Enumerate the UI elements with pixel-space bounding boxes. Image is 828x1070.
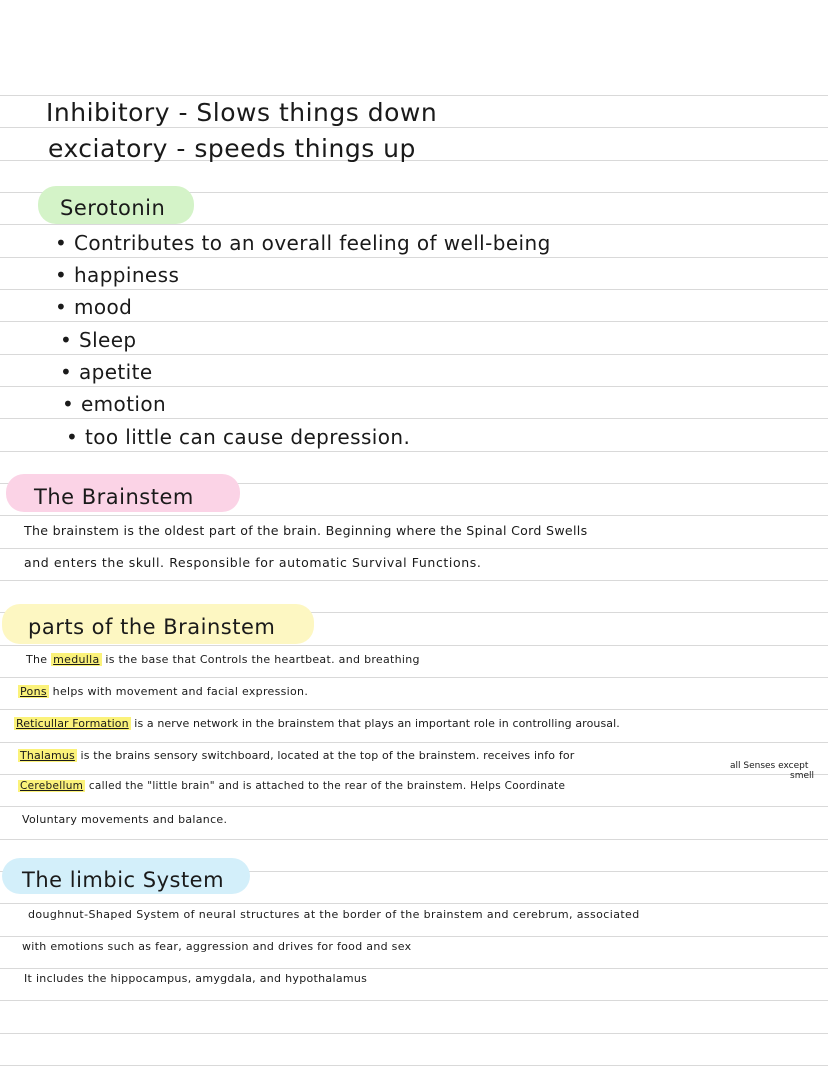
thalamus-note-1: all Senses except xyxy=(730,761,809,771)
definition-inhibitory: Inhibitory - Slows things down xyxy=(46,98,438,127)
limbic-heading: The limbic System xyxy=(22,868,225,892)
thalamus-term: Thalamus xyxy=(20,749,75,762)
definition-excitatory: exciatory - speeds things up xyxy=(48,134,416,163)
brainstem-heading: The Brainstem xyxy=(34,485,194,509)
pons-term: Pons xyxy=(20,685,47,698)
cerebellum-continuation: Voluntary movements and balance. xyxy=(22,813,228,826)
list-item: • too little can cause depression. xyxy=(66,425,411,449)
medulla-line: The medulla is the base that Controls the heartbeat. and breathing xyxy=(26,653,420,666)
list-item: • mood xyxy=(55,295,133,319)
reticular-term: Reticullar Formation xyxy=(16,717,129,730)
thalamus-note-2: smell xyxy=(790,771,814,781)
list-item: • apetite xyxy=(60,360,153,384)
medulla-term: medulla xyxy=(53,653,100,666)
list-item: • emotion xyxy=(62,392,167,416)
limbic-line-3: It includes the hippocampus, amygdala, and hypothalamus xyxy=(24,972,368,985)
parts-heading: parts of the Brainstem xyxy=(28,615,276,639)
list-item: • Sleep xyxy=(60,328,137,352)
serotonin-heading: Serotonin xyxy=(60,196,166,220)
cerebellum-line: Cerebellum called the "little brain" and is attached to the rear of the brainstem. Helps Coordinate xyxy=(20,780,566,792)
limbic-line-1: doughnut-Shaped System of neural structures at the border of the brainstem and cerebrum, associated xyxy=(28,908,640,921)
brainstem-line-2: and enters the skull. Responsible for automatic Survival Functions. xyxy=(24,555,482,570)
limbic-line-2: with emotions such as fear, aggression and drives for food and sex xyxy=(22,940,412,953)
list-item: • Contributes to an overall feeling of well-being xyxy=(55,231,551,255)
list-item: • happiness xyxy=(55,263,180,287)
reticular-line: Reticullar Formation is a nerve network in the brainstem that plays an important role in controlling arousal. xyxy=(16,717,620,730)
pons-line: Pons helps with movement and facial expression. xyxy=(20,685,309,698)
cerebellum-term: Cerebellum xyxy=(20,780,84,792)
thalamus-line: Thalamus is the brains sensory switchboard, located at the top of the brainstem. receives info for xyxy=(20,749,575,762)
brainstem-line-1: The brainstem is the oldest part of the brain. Beginning where the Spinal Cord Swells xyxy=(24,523,588,538)
